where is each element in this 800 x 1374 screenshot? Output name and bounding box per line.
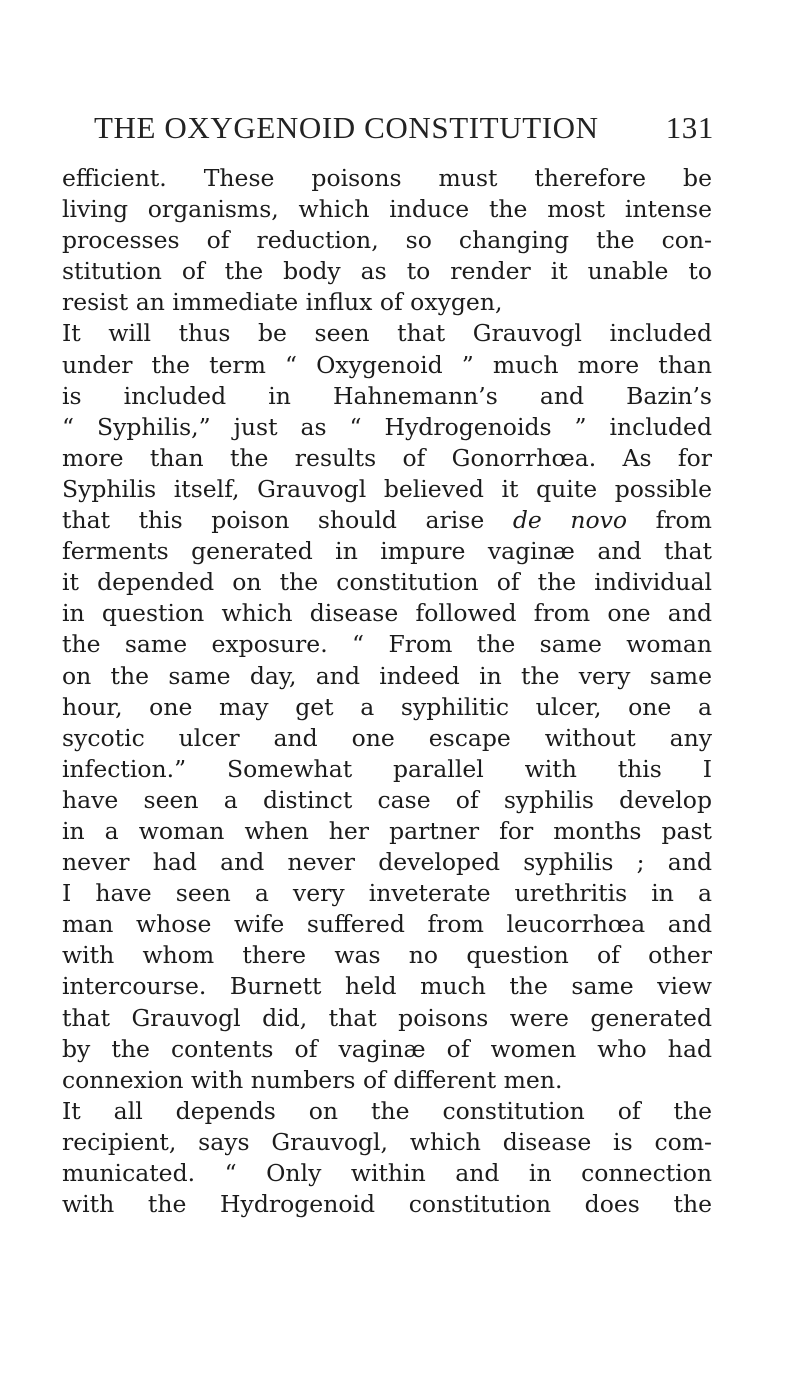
text-line: ferments generated in impure vaginæ and that <box>62 537 712 566</box>
text-line: under the term “ Oxygenoid ” much more than <box>62 350 712 379</box>
text-line: by the contents of vaginæ of women who had <box>62 1034 712 1063</box>
text-line: the same exposure. “ From the same woman <box>62 630 712 659</box>
text-line: man whose wife suffered from leucorrhœa and <box>62 910 712 939</box>
text-line: resist an immediate influx of oxygen, <box>62 288 503 317</box>
text-line: have seen a distinct case of syphilis develop <box>62 785 712 814</box>
text-line: processes of reduction, so changing the con- <box>62 226 712 255</box>
text-line: It will thus be seen that Grauvogl included <box>62 319 712 348</box>
text-line: Syphilis itself, Grauvogl believed it quite possible <box>62 474 712 503</box>
text-line: It all depends on the constitution of the <box>62 1096 712 1125</box>
text-line: “ Syphilis,” just as “ Hydrogenoids ” included <box>62 412 712 441</box>
text-line: living organisms, which induce the most intense <box>62 195 712 224</box>
body-text <box>62 163 712 1220</box>
italic-phrase: de novo <box>512 506 628 535</box>
text-line: I have seen a very inveterate urethritis in a <box>62 879 712 908</box>
text-line: is included in Hahnemann’s and Bazin’s <box>62 381 712 410</box>
text-segment: that this poison should arise <box>62 506 485 535</box>
text-segment: from <box>655 506 712 535</box>
text-line: never had and never developed syphilis ; and <box>62 848 712 877</box>
text-line: stitution of the body as to render it unable to <box>62 257 712 286</box>
text-line: recipient, says Grauvogl, which disease is com- <box>62 1127 712 1156</box>
text-line: municated. “ Only within and in connection <box>62 1159 712 1187</box>
text-line: in a woman when her partner for months past <box>62 816 712 845</box>
text-line: intercourse. Burnett held much the same view <box>62 972 712 1001</box>
text-line: with whom there was no question of other <box>62 941 712 970</box>
chapter-title: THE OXYGENOID CONSTITUTION <box>94 110 599 145</box>
text-line: sycotic ulcer and one escape without any <box>62 723 712 752</box>
text-line: more than the results of Gonorrhœa. As for <box>62 443 712 472</box>
text-line: with the Hydrogenoid constitution does the <box>62 1190 712 1219</box>
text-line: it depended on the constitution of the individual <box>62 568 712 597</box>
text-line: connexion with numbers of different men. <box>62 1065 563 1094</box>
running-head <box>94 110 714 146</box>
text-line: that Grauvogl did, that poisons were generated <box>62 1003 712 1032</box>
page-number: 131 <box>665 110 714 145</box>
text-line: efficient. These poisons must therefore be <box>62 164 712 192</box>
text-line: hour, one may get a syphilitic ulcer, one a <box>62 692 712 721</box>
text-line: on the same day, and indeed in the very same <box>62 661 712 690</box>
text-line: infection.” Somewhat parallel with this I <box>62 754 712 783</box>
text-line: in question which disease followed from one and <box>62 599 712 628</box>
text-line-with-italic <box>62 505 712 536</box>
